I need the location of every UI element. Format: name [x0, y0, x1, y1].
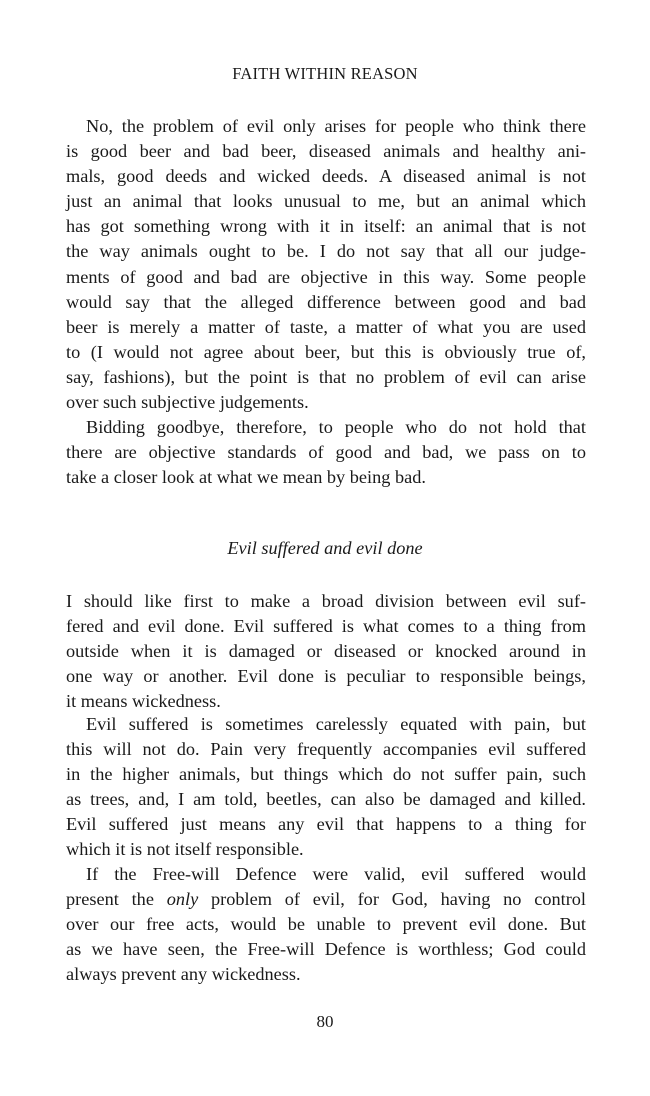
text-line: fered and evil done. Evil suffered is what comes to a thing from: [66, 616, 586, 637]
text-line: ments of good and bad are objective in this way. Some people: [66, 266, 586, 287]
text-line: as we have seen, the Free-will Defence is worthless; God could: [66, 939, 586, 960]
text-line: there are objective standards of good and bad, we pass on to: [66, 442, 586, 463]
paragraph-broad-division: [66, 589, 586, 714]
text-line: always prevent any wickedness.: [66, 964, 301, 985]
text-line: this will not do. Pain very frequently accompanies evil suffered: [66, 739, 586, 760]
text-line: Evil suffered is sometimes carelessly equated with pain, but: [86, 714, 586, 734]
text-line: one way or another. Evil done is peculiar to responsible beings,: [66, 666, 586, 687]
text-line: it means wickedness.: [66, 691, 221, 712]
paragraph-evil-suffered-pain: [66, 712, 586, 863]
text-line: over such subjective judgements.: [66, 392, 309, 413]
text-line: has got something wrong with it in itself: an animal that is not: [66, 216, 586, 237]
text-line: the way animals ought to be. I do not say that all our judge-: [66, 241, 586, 262]
text-line: Evil suffered just means any evil that happens to a thing for: [66, 814, 586, 835]
text-line: No, the problem of evil only arises for people who think there: [86, 116, 586, 136]
paragraph-bidding-goodbye: [66, 415, 586, 490]
text-line: If the Free-will Defence were valid, evil suffered would: [86, 864, 586, 884]
text-line: to (I would not agree about beer, but this is obviously true of,: [66, 341, 586, 362]
text-line: take a closer look at what we mean by being bad.: [66, 467, 426, 488]
text-line: is good beer and bad beer, diseased animals and healthy ani-: [66, 141, 586, 162]
text-line: mals, good deeds and wicked deeds. A diseased animal is not: [66, 166, 586, 187]
text-line: as trees, and, I am told, beetles, can also be damaged and killed.: [66, 789, 586, 810]
text-line: just an animal that looks unusual to me, but an animal which: [66, 191, 586, 212]
text-line: I should like first to make a broad division between evil suf-: [66, 591, 586, 611]
text-line: [66, 887, 586, 912]
text-line: over our free acts, would be unable to prevent evil done. But: [66, 914, 586, 935]
text-line: outside when it is damaged or diseased or knocked around in: [66, 641, 586, 662]
text-line: in the higher animals, but things which do not suffer pain, such: [66, 764, 586, 785]
running-head: FAITH WITHIN REASON: [232, 64, 418, 83]
emphasis-only: only: [166, 889, 199, 910]
text-run: present the: [66, 889, 167, 910]
page-number: 80: [316, 1012, 334, 1031]
section-heading: Evil suffered and evil done: [227, 538, 423, 558]
text-line: would say that the alleged difference between good and bad: [66, 291, 586, 312]
paragraph-free-will-defence: [66, 862, 586, 987]
text-run: problem of evil, for God, having no control: [198, 889, 587, 910]
text-line: beer is merely a matter of taste, a matter of what you are used: [66, 316, 586, 337]
text-line: say, fashions), but the point is that no problem of evil can arise: [66, 366, 586, 387]
text-line: which it is not itself responsible.: [66, 839, 304, 860]
text-line: Bidding goodbye, therefore, to people who do not hold that: [86, 417, 586, 437]
paragraph-problem-of-evil: [66, 114, 586, 415]
